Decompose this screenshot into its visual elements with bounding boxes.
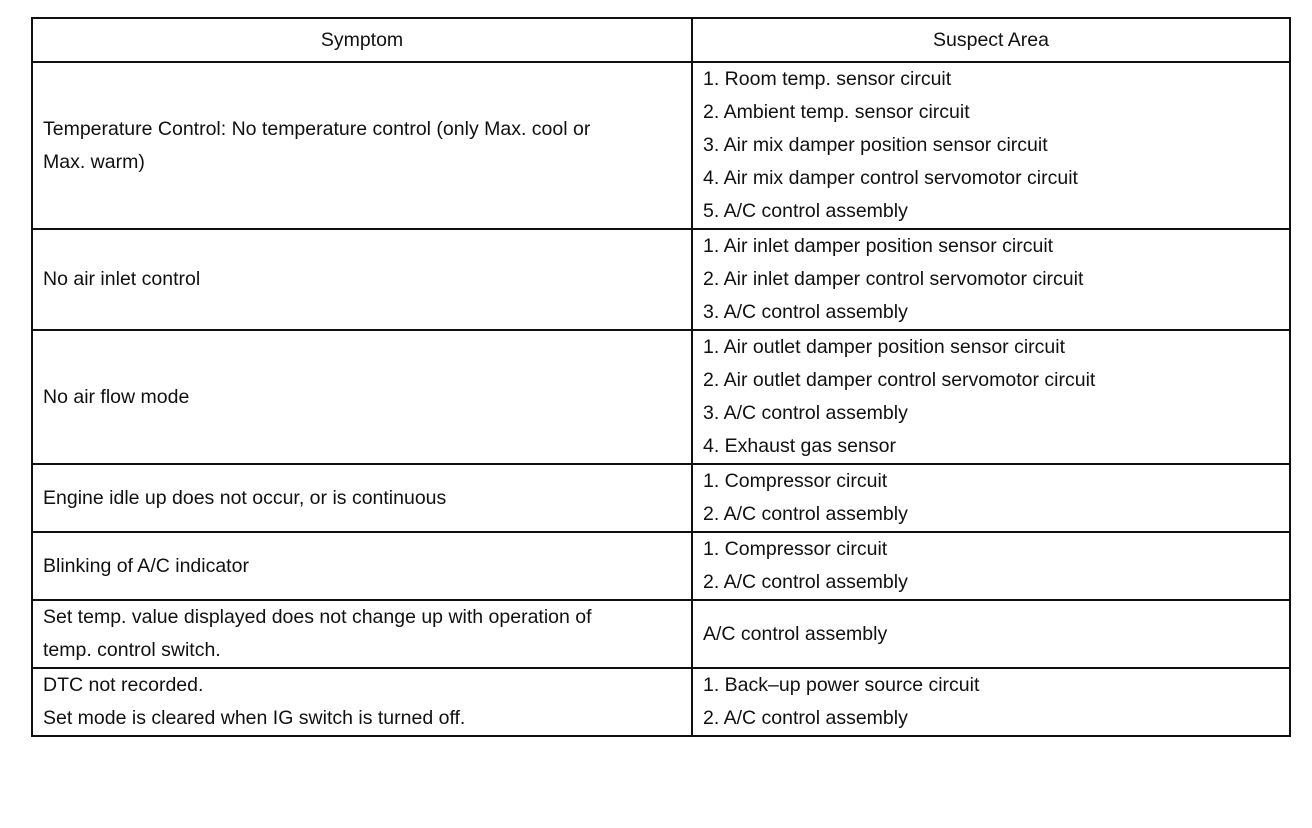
symptom-cell (32, 668, 692, 736)
header-row (32, 18, 1290, 62)
symptom-cell (32, 464, 692, 532)
symptom-cell (32, 532, 692, 600)
suspect-area-cell (692, 330, 1290, 464)
symptom-line: Set temp. value displayed does not change up with operation of (43, 606, 592, 628)
symptom-line: DTC not recorded. (43, 674, 204, 696)
suspect-item: 1. Room temp. sensor circuit (703, 68, 952, 90)
suspect-item: 4. Air mix damper control servomotor circuit (703, 167, 1078, 189)
table-row (32, 229, 1290, 330)
suspect-area-cell (692, 668, 1290, 736)
suspect-item: 2. Ambient temp. sensor circuit (703, 101, 970, 123)
suspect-item: A/C control assembly (703, 622, 888, 645)
symptom-line: Temperature Control: No temperature control (only Max. cool or (43, 117, 591, 140)
symptom-line: temp. control switch. (43, 639, 221, 661)
symptom-cell (32, 600, 692, 668)
suspect-item: 2. A/C control assembly (703, 503, 908, 525)
suspect-item: 3. Air mix damper position sensor circuit (703, 134, 1048, 156)
suspect-item: 1. Air outlet damper position sensor circuit (703, 336, 1066, 358)
symptom-cell (32, 229, 692, 330)
table-row (32, 600, 1290, 668)
table-row (32, 464, 1290, 532)
suspect-area-cell (692, 532, 1290, 600)
symptom-line: Blinking of A/C indicator (43, 554, 249, 577)
symptom-line: Engine idle up does not occur, or is continuous (43, 486, 447, 509)
suspect-area-cell (692, 229, 1290, 330)
symptom-line: No air inlet control (43, 268, 201, 290)
suspect-item: 2. Air outlet damper control servomotor circuit (703, 369, 1096, 391)
suspect-item: 4. Exhaust gas sensor (703, 435, 896, 457)
table-row (32, 532, 1290, 600)
symptom-cell (32, 330, 692, 464)
suspect-item: 1. Air inlet damper position sensor circuit (703, 235, 1054, 257)
suspect-area-cell (692, 62, 1290, 229)
suspect-area-cell (692, 600, 1290, 668)
suspect-area-cell (692, 464, 1290, 532)
suspect-item: 5. A/C control assembly (703, 200, 908, 222)
suspect-item: 3. A/C control assembly (703, 301, 908, 323)
table-row (32, 668, 1290, 736)
table-row (32, 330, 1290, 464)
suspect-item: 3. A/C control assembly (703, 402, 908, 424)
header-suspect-area: Suspect Area (692, 18, 1290, 62)
suspect-item: 1. Compressor circuit (703, 538, 888, 560)
troubleshooting-table (31, 17, 1291, 737)
suspect-item: 2. A/C control assembly (703, 571, 908, 593)
symptom-line: Set mode is cleared when IG switch is turned off. (43, 707, 466, 729)
symptom-line: Max. warm) (43, 150, 145, 173)
table-row (32, 62, 1290, 229)
suspect-item: 1. Back–up power source circuit (703, 674, 980, 696)
suspect-item: 2. A/C control assembly (703, 707, 908, 729)
symptom-cell (32, 62, 692, 229)
header-symptom: Symptom (32, 18, 692, 62)
suspect-item: 1. Compressor circuit (703, 470, 888, 492)
symptom-line: No air flow mode (43, 385, 190, 408)
suspect-item: 2. Air inlet damper control servomotor circuit (703, 268, 1084, 290)
